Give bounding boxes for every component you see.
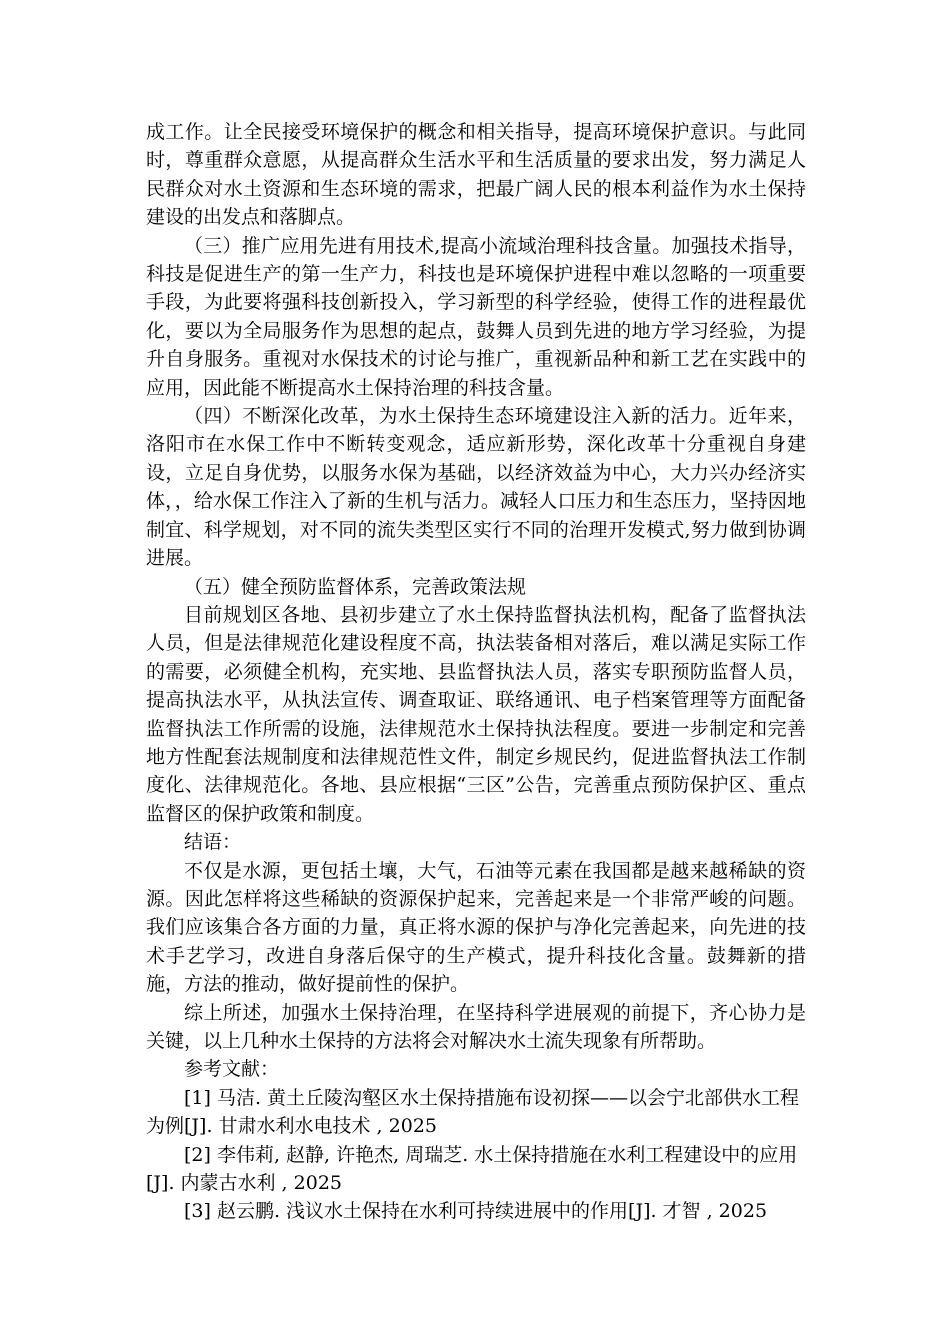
paragraph-section-three: （三）推广应用先进有用技术,提高小流域治理科技含量。加强技术指导，科技是促进生产的第一生产力，科技也是环境保护进程中难以忽略的一项重要手段，为此要将强科技创新投入，学习新型的科学经验，使得工作的进程最优化，要以为全局服务作为思想的起点，鼓舞人员到先进的地方学习经验，为提升自身服务。重视对水保技术的讨论与推广，重视新品种和新工艺在实践中的应用，因此能不断提高水土保持治理的科技含量。 <box>146 234 806 399</box>
section-five-heading: （五）健全预防监督体系，完善政策法规 <box>184 575 527 598</box>
paragraph-section-four: （四）不断深化改革，为水土保持生态环境建设注入新的活力。近年来，洛阳市在水保工作中不断转变观念，适应新形势，深化改革十分重视自身建设，立足自身优势，以服务水保为基础，以经济效益为中心，大力兴办经济实体，，给水保工作注入了新的生机与活力。减轻人口压力和生态压力，坚持因地制宜、科学规划，对不同的流失类型区实行不同的治理开发模式,努力做到协调进展。 <box>146 405 806 570</box>
paragraph-conclusion: 不仅是水源，更包括土壤，大气，石油等元素在我国都是越来越稀缺的资源。因此怎样将这些稀缺的资源保护起来，完善起来是一个非常严峻的问题。我们应该集合各方面的力量，真正将水源的保护与净化完善起来，向先进的技术手艺学习，改进自身落后保守的生产模式，提升科技化含量。鼓舞新的措施，方法的推动，做好提前性的保护。 <box>146 859 806 996</box>
reference-item: [3] 赵云鹏. 浅议水土保持在水利可持续进展中的作用[J]. 才智 , 2025 <box>184 1200 768 1223</box>
references-heading: 参考文献： <box>184 1058 280 1081</box>
reference-item: [2] 李伟莉, 赵静, 许艳杰, 周瑞芝. 水土保持措施在水利工程建设中的应用[J]. 内蒙古水利 , 2025 <box>146 1143 798 1195</box>
document-page <box>146 118 806 1226</box>
reference-item: [1] 马洁. 黄土丘陵沟壑区水土保持措施布设初探——以会宁北部供水工程为例[J]. 甘肃水利水电技术 , 2025 <box>146 1086 800 1138</box>
paragraph-section-five-body: 目前规划区各地、县初步建立了水土保持监督执法机构，配备了监督执法人员，但是法律规范化建设程度不高，执法装备相对落后，难以满足实际工作的需要，必须健全机构，充实地、县监督执法人员，落实专职预防监督人员，提高执法水平，从执法宣传、调查取证、联络通讯、电子档案管理等方面配备监督执法工作所需的设施，法律规范水土保持执法程度。要进一步制定和完善地方性配套法规制度和法律规范性文件，制定乡规民约，促进监督执法工作制度化、法律规范化。各地、县应根据“三区”公告，完善重点预防保护区、重点监督区的保护政策和制度。 <box>146 603 806 825</box>
conclusion-heading: 结语： <box>184 831 242 854</box>
paragraph-continuation: 成工作。让全民接受环境保护的概念和相关指导，提高环境保护意识。与此同时，尊重群众意愿，从提高群众生活水平和生活质量的要求出发，努力满足人民群众对水土资源和生态环境的需求，把最广阔人民的根本利益作为水土保持建设的出发点和落脚点。 <box>146 121 806 229</box>
paragraph-summary: 综上所述，加强水土保持治理，在坚持科学进展观的前提下，齐心协力是关键，以上几种水土保持的方法将会对解决水土流失现象有所帮助。 <box>146 1001 806 1052</box>
